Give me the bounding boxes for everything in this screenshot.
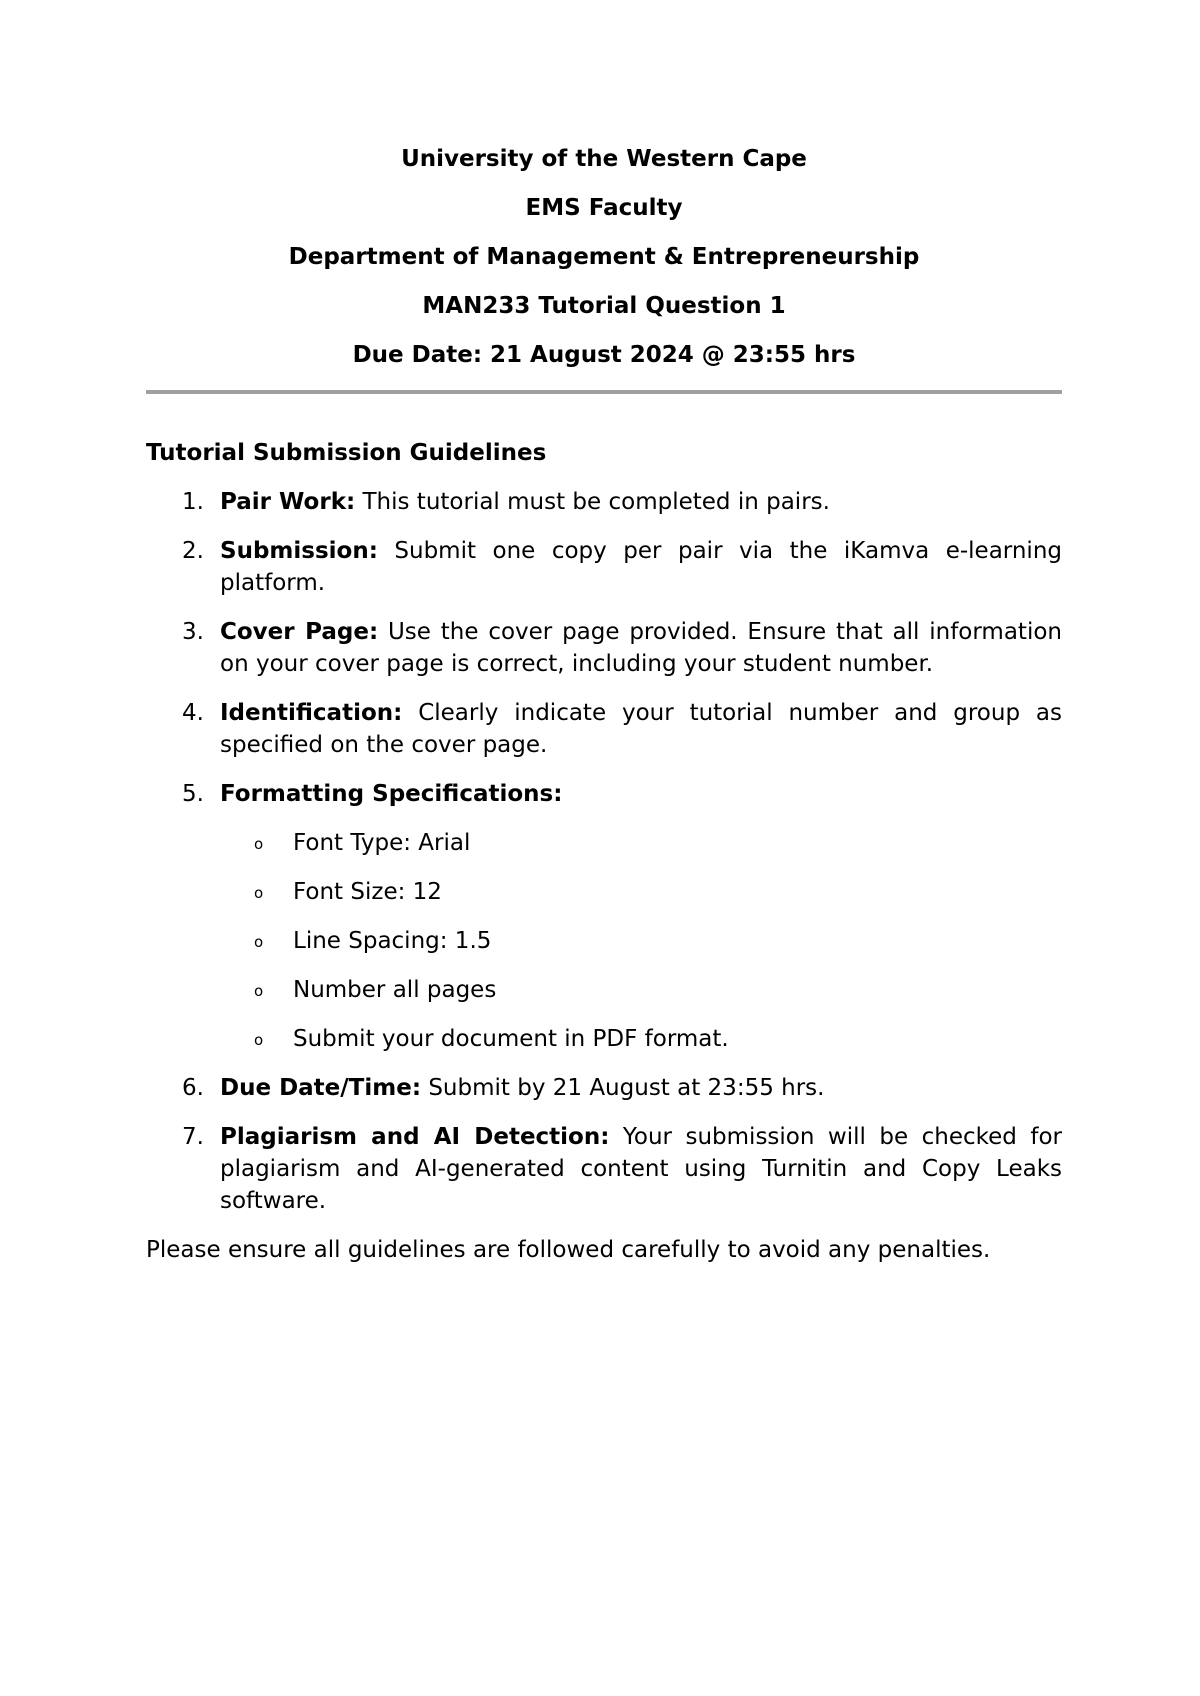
- faculty-name: EMS Faculty: [525, 195, 683, 221]
- guideline-label: Submission:: [220, 538, 378, 564]
- guideline-item: [146, 778, 1062, 1055]
- spec-text: Line Spacing: 1.5: [293, 928, 492, 954]
- spec-text: Number all pages: [293, 977, 497, 1003]
- guideline-text: Submit by 21 August at 23:55 hrs.: [421, 1075, 825, 1101]
- guideline-text: This tutorial must be completed in pairs.: [355, 489, 830, 515]
- spec-item: [220, 974, 1062, 1006]
- formatting-specs-list: [220, 827, 1062, 1055]
- spec-text: Font Size: 12: [293, 879, 442, 905]
- guideline-item: [146, 535, 1062, 599]
- guideline-label: Plagiarism and AI Detection:: [220, 1124, 610, 1150]
- spec-item: [220, 925, 1062, 957]
- guideline-item: [146, 1121, 1062, 1217]
- spec-item: [220, 827, 1062, 859]
- guideline-number: 5.: [182, 781, 204, 807]
- department-name: Department of Management & Entrepreneurship: [288, 244, 920, 270]
- guideline-number: 1.: [182, 489, 204, 515]
- course-title: MAN233 Tutorial Question 1: [422, 293, 786, 319]
- hollow-bullet-icon: o: [254, 1031, 264, 1049]
- guideline-number: 4.: [182, 700, 204, 726]
- hollow-bullet-icon: o: [254, 982, 264, 1000]
- spec-text: Submit your document in PDF format.: [293, 1026, 729, 1052]
- horizontal-divider: [146, 390, 1062, 394]
- document-header: [146, 143, 1062, 388]
- guideline-label: Formatting Specifications:: [220, 781, 563, 807]
- guideline-number: 7.: [182, 1124, 204, 1150]
- guideline-text: Submit one copy per pair via the iKamva e-learning platform.: [220, 538, 1062, 596]
- university-name: University of the Western Cape: [401, 146, 807, 172]
- spec-item: [220, 1023, 1062, 1055]
- guideline-item: [146, 697, 1062, 761]
- guidelines-section: [146, 437, 1062, 1266]
- hollow-bullet-icon: o: [254, 835, 264, 853]
- guidelines-list: [146, 486, 1062, 1217]
- guideline-text: Your submission will be checked for plagiarism and AI-generated content using Turnitin and Copy Leaks software.: [220, 1124, 1062, 1214]
- section-title: Tutorial Submission Guidelines: [146, 440, 547, 466]
- spec-text: Font Type: Arial: [293, 830, 471, 856]
- due-date-heading: Due Date: 21 August 2024 @ 23:55 hrs: [352, 342, 856, 368]
- guideline-number: 3.: [182, 619, 204, 645]
- guideline-text: Use the cover page provided. Ensure that all information on your cover page is correct, including your student number.: [220, 619, 1062, 677]
- guideline-label: Identification:: [220, 700, 403, 726]
- spec-item: [220, 876, 1062, 908]
- guideline-label: Pair Work:: [220, 489, 356, 515]
- hollow-bullet-icon: o: [254, 933, 264, 951]
- guideline-label: Due Date/Time:: [220, 1075, 422, 1101]
- guideline-text: Clearly indicate your tutorial number and group as specified on the cover page.: [220, 700, 1062, 758]
- guideline-item: [146, 1072, 1062, 1104]
- closing-note: Please ensure all guidelines are followed carefully to avoid any penalties.: [146, 1237, 991, 1263]
- guideline-number: 2.: [182, 538, 204, 564]
- guideline-number: 6.: [182, 1075, 204, 1101]
- guideline-label: Cover Page:: [220, 619, 379, 645]
- guideline-item: [146, 616, 1062, 680]
- hollow-bullet-icon: o: [254, 884, 264, 902]
- guideline-item: [146, 486, 1062, 518]
